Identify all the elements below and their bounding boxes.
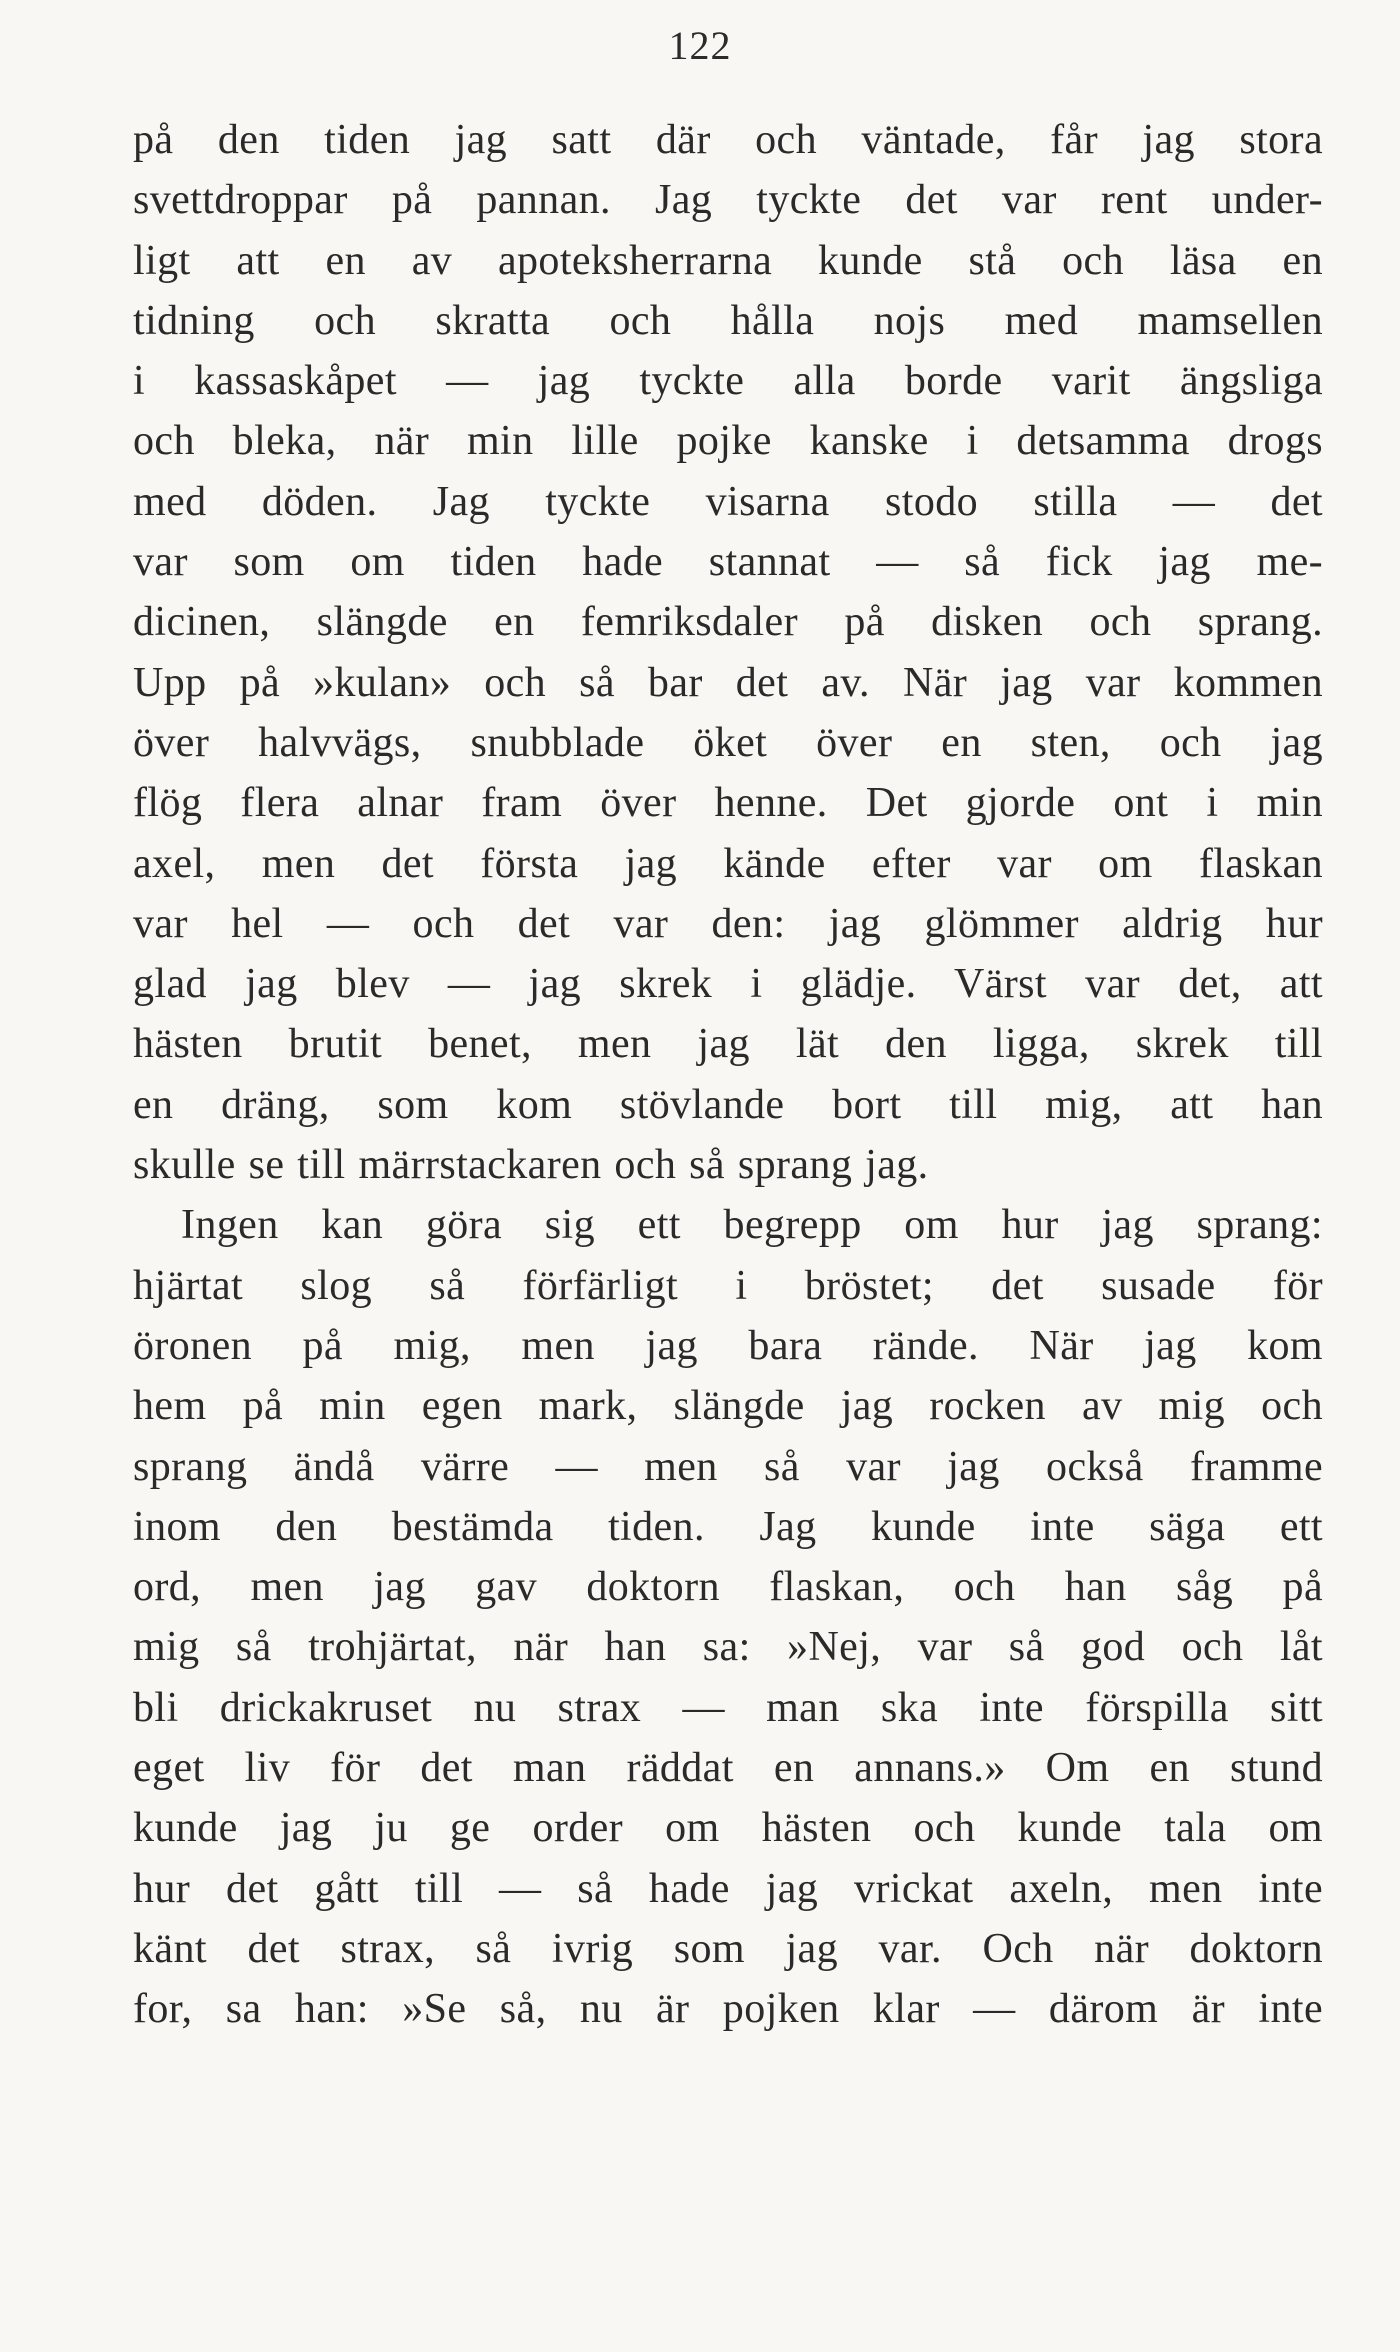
text-line: flög flera alnar fram över henne. Det gjorde ont i min (133, 780, 1323, 827)
text-line: sprang ändå värre — men så var jag också framme (133, 1443, 1323, 1490)
text-line: hjärtat slog så förfärligt i bröstet; det susade för (133, 1262, 1323, 1309)
page-number: 122 (668, 23, 732, 68)
text-line: ligt att en av apoteksherrarna kunde stå och läsa en (133, 237, 1323, 284)
text-line: for, sa han: »Se så, nu är pojken klar — därom är inte (133, 1986, 1323, 2033)
text-line: ord, men jag gav doktorn flaskan, och han såg på (133, 1564, 1323, 1611)
text-line: och bleka, när min lille pojke kanske i detsamma drogs (133, 418, 1323, 465)
text-line: glad jag blev — jag skrek i glädje. Värst var det, att (133, 961, 1323, 1008)
text-line: var som om tiden hade stannat — så fick jag me- (133, 539, 1323, 586)
text-line: med döden. Jag tyckte visarna stodo stilla — det (133, 478, 1323, 525)
text-line: tidning och skratta och hålla nojs med mamsellen (133, 297, 1323, 344)
text-line: dicinen, slängde en femriksdaler på disken och sprang. (133, 599, 1323, 646)
text-line: var hel — och det var den: jag glömmer aldrig hur (133, 900, 1323, 947)
text-line: i kassaskåpet — jag tyckte alla borde varit ängsliga (133, 358, 1323, 405)
text-line: mig så trohjärtat, när han sa: »Nej, var så god och låt (133, 1624, 1323, 1671)
body-text (133, 110, 1323, 2040)
text-line: på den tiden jag satt där och väntade, får jag stora (133, 117, 1323, 163)
text-line: hästen brutit benet, men jag lät den ligga, skrek till (133, 1021, 1323, 1068)
text-line: inom den bestämda tiden. Jag kunde inte säga ett (133, 1503, 1323, 1550)
text-line: över halvvägs, snubblade öket över en sten, och jag (133, 719, 1323, 766)
text-line: känt det strax, så ivrig som jag var. Och när doktorn (133, 1925, 1323, 1972)
text-line: öronen på mig, men jag bara rände. När jag kom (133, 1322, 1323, 1369)
text-line: Ingen kan göra sig ett begrepp om hur jag sprang: (181, 1202, 1323, 1249)
text-line: axel, men det första jag kände efter var om flaskan (133, 840, 1323, 887)
text-line: hur det gått till — så hade jag vrickat axeln, men inte (133, 1865, 1323, 1912)
text-line: eget liv för det man räddat en annans.» Om en stund (133, 1745, 1323, 1792)
text-line: skulle se till märrstackaren och så sprang jag. (133, 1142, 929, 1189)
text-line: hem på min egen mark, slängde jag rocken av mig och (133, 1383, 1323, 1430)
text-line: kunde jag ju ge order om hästen och kunde tala om (133, 1805, 1323, 1852)
text-line: Upp på »kulan» och så bar det av. När jag var kommen (133, 659, 1323, 706)
text-line: svettdroppar på pannan. Jag tyckte det var rent under- (133, 177, 1323, 224)
text-line: en dräng, som kom stövlande bort till mig, att han (133, 1081, 1323, 1128)
text-line: bli drickakruset nu strax — man ska inte förspilla sitt (133, 1684, 1323, 1731)
